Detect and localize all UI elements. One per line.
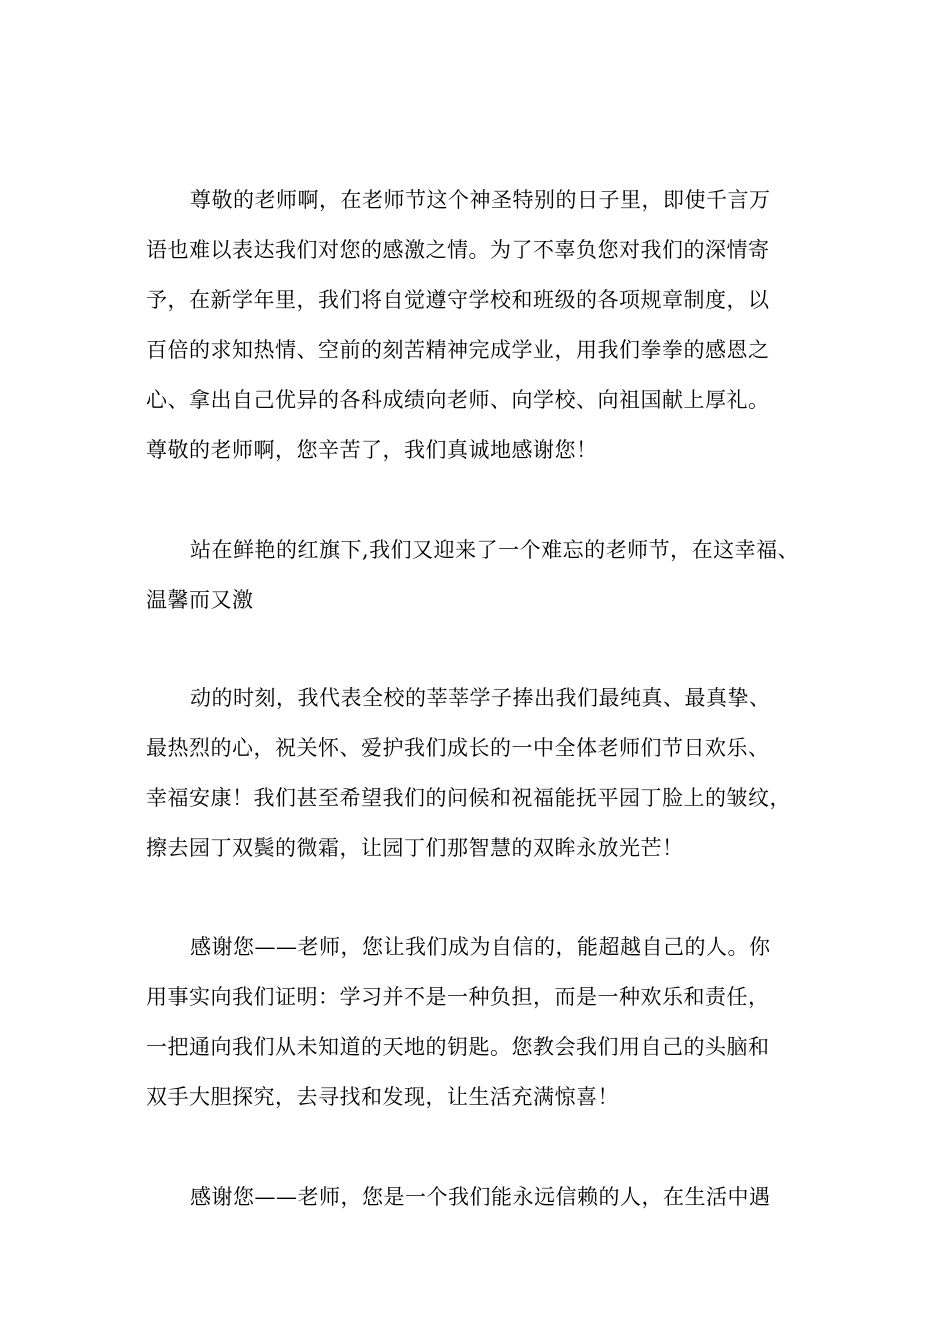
- paragraph-4: [146, 922, 846, 1122]
- paragraph-line: 尊敬的老师啊，您辛苦了，我们真诚地感谢您！: [146, 438, 598, 462]
- paragraph-line: 擦去园丁双鬓的微霜，让园丁们那智慧的双眸永放光芒！: [146, 836, 684, 860]
- paragraph-line: 予，在新学年里，我们将自觉遵守学校和班级的各项规章制度，以: [146, 288, 770, 312]
- paragraph-5: [146, 1172, 846, 1222]
- paragraph-line: 一把通向我们从未知道的天地的钥匙。您教会我们用自己的头脑和: [146, 1035, 770, 1059]
- paragraph-line: 幸福安康！我们甚至希望我们的问候和祝福能抚平园丁脸上的皱纹，: [146, 786, 791, 810]
- paragraph-3: [146, 673, 846, 873]
- paragraph-2: [146, 525, 846, 625]
- paragraph-line: 尊敬的老师啊，在老师节这个神圣特别的日子里，即使千言万: [190, 188, 771, 212]
- paragraph-line: 站在鲜艳的红旗下,我们又迎来了一个难忘的老师节，在这幸福、: [190, 538, 800, 562]
- paragraph-line: 语也难以表达我们对您的感激之情。为了不辜负您对我们的深情寄: [146, 238, 770, 262]
- paragraph-line: 百倍的求知热情、空前的刻苦精神完成学业，用我们拳拳的感恩之: [146, 338, 770, 362]
- paragraph-line: 感谢您——老师，您让我们成为自信的，能超越自己的人。你: [190, 935, 771, 959]
- paragraph-line: 用事实向我们证明：学习并不是一种负担，而是一种欢乐和责任，: [146, 985, 770, 1009]
- paragraph-1: [146, 175, 846, 475]
- paragraph-line: 动的时刻，我代表全校的莘莘学子捧出我们最纯真、最真挚、: [190, 686, 771, 710]
- paragraph-line: 最热烈的心，祝关怀、爱护我们成长的一中全体老师们节日欢乐、: [146, 736, 770, 760]
- paragraph-line: 感谢您——老师，您是一个我们能永远信赖的人，在生活中遇: [190, 1185, 771, 1209]
- paragraph-line: 双手大胆探究，去寻找和发现，让生活充满惊喜！: [146, 1085, 619, 1109]
- paragraph-line: 温馨而又激: [146, 588, 254, 612]
- paragraph-line: 心、拿出自己优异的各科成绩向老师、向学校、向祖国献上厚礼。: [146, 388, 770, 412]
